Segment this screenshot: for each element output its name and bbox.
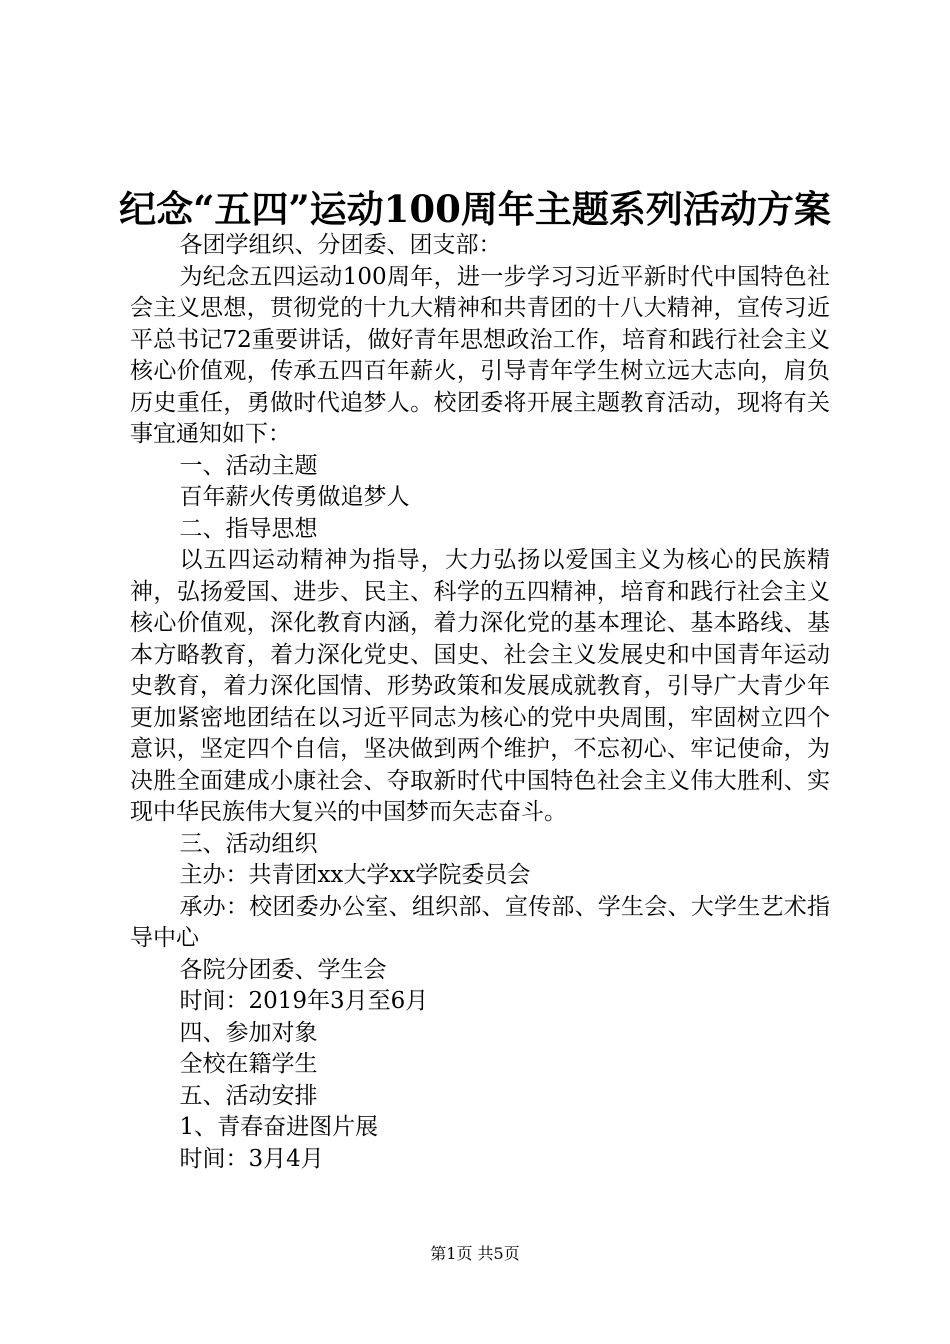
section-heading-guiding-thought: 二、指导思想 bbox=[179, 515, 318, 542]
undertaker-line: 承办：校团委办公室、组织部、宣传部、学生会、大学生艺术指导中心 bbox=[130, 893, 830, 951]
section-heading-organization: 三、活动组织 bbox=[179, 830, 318, 857]
participants-text: 全校在籍学生 bbox=[179, 1051, 318, 1077]
schedule-item-1: 1、青春奋进图片展 bbox=[179, 1114, 379, 1140]
page-footer: 第1页 共5页 bbox=[430, 1244, 520, 1263]
time-line: 时间：2019年3月至6月 bbox=[179, 988, 429, 1014]
organizer-line: 主办：共青团xx大学xx学院委员会 bbox=[179, 862, 531, 888]
document-body bbox=[130, 230, 830, 1175]
schedule-item-1-time: 时间：3月4月 bbox=[179, 1145, 324, 1172]
section-heading-participants: 四、参加对象 bbox=[179, 1019, 318, 1046]
section-heading-theme: 一、活动主题 bbox=[179, 452, 318, 479]
co-organizer-line: 各院分团委、学生会 bbox=[179, 956, 387, 983]
salutation: 各团学组织、分团委、团支部： bbox=[179, 232, 502, 258]
intro-paragraph: 为纪念五四运动100周年，进一步学习习近平新时代中国特色社会主义思想，贯彻党的十九大精神和共青团的十八大精神，宣传习近平总书记72重要讲话，做好青年思想政治工作，培育和践行社会主义核心价值观，传承五四百年薪火，引导青年学生树立远大志向，肩负历史重任，勇做时代追梦人。校团委将开展主题教育活动，现将有关事宜通知如下： bbox=[130, 263, 830, 447]
section-heading-schedule: 五、活动安排 bbox=[179, 1082, 318, 1109]
guiding-thought-paragraph: 以五四运动精神为指导，大力弘扬以爱国主义为核心的民族精神，弘扬爱国、进步、民主、科学的五四精神，培育和践行社会主义核心价值观，深化教育内涵，着力深化党的基本理论、基本路线、基本方略教育，着力深化党史、国史、社会主义发展史和中国青年运动史教育，着力深化国情、形势政策和发展成就教育，引导广大青少年更加紧密地团结在以习近平同志为核心的党中央周围，牢固树立四个意识，坚定四个自信，坚决做到两个维护，不忘初心、牢记使命，为决胜全面建成小康社会、夺取新时代中国特色社会主义伟大胜利、实现中华民族伟大复兴的中国梦而矢志奋斗。 bbox=[130, 547, 830, 825]
document-title: 纪念“五四”运动100周年主题系列活动方案 bbox=[119, 187, 831, 231]
theme-text: 百年薪火传勇做追梦人 bbox=[179, 484, 410, 510]
